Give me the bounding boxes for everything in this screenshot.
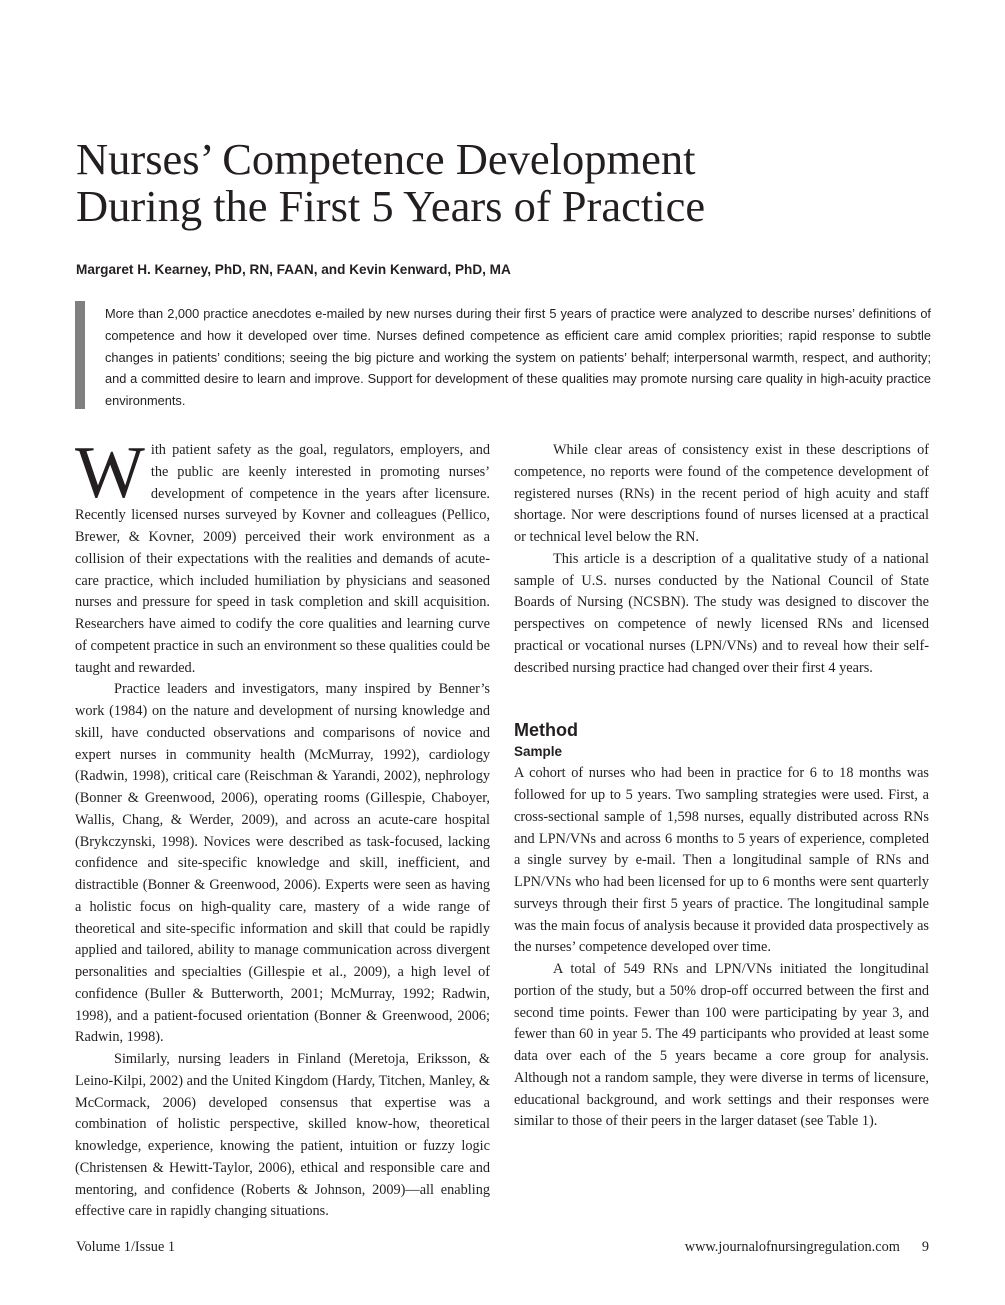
body-paragraph: Similarly, nursing leaders in Finland (Meretoja, Eriksson, & Leino-Kilpi, 2002) and the United Kingdom (Hardy, Titchen, Manley, & McCormack, 2006) developed consensus that expertise was a combination of holistic perspective, skilled know-how, theoretical knowledge, experience, knowing the patient, intuition or fuzzy logic (Christensen & Hewitt-Taylor, 2006), ethical and responsible care and mentoring, and confidence (Roberts & Johnson, 2009)—all enabling effective care in rapidly changing situations. (75, 1051, 490, 1220)
article-title (76, 136, 936, 230)
body-paragraph: While clear areas of consistency exist in these descriptions of competence, no reports were found of the competence development of registered nurses (RNs) in the recent period of high acuity and staff shortage. Nor were descriptions found of nurses licensed at a practical or technical level below the RN. (514, 442, 929, 545)
section-heading-method: Method (514, 720, 578, 741)
body-paragraph: This article is a description of a qualitative study of a national sample of U.S. nurses conducted by the National Council of State Boards of Nursing (NCSBN). The study was designed to discover the perspectives on competence of newly licensed RNs and licensed practical or vocational nurses (LPN/VNs) and to reveal how their self-described nursing practice had changed over their first 4 years. (514, 550, 929, 676)
abstract-text: More than 2,000 practice anecdotes e-mailed by new nurses during their first 5 years of practice were analyzed to describe nurses’ definitions of competence and how it developed over time. Nurses defined competence as efficient care amid complex priorities; rapid response to subtle changes in patients’ conditions; seeing the big picture and working the system on patients’ behalf; interpersonal warmth, respect, and authority; and a committed desire to learn and improve. Support for development of these qualities may promote nursing care quality in high-acuity practice environments. (105, 306, 931, 409)
subsection-heading-sample: Sample (514, 744, 563, 760)
author-byline: Margaret H. Kearney, PhD, RN, FAAN, and Kevin Kenward, PhD, MA (76, 262, 511, 277)
page-number: 9 (921, 1239, 929, 1255)
drop-cap: W (75, 432, 145, 514)
body-paragraph: Practice leaders and investigators, many inspired by Benner’s work (1984) on the nature and development of nursing knowledge and skill, have conducted observations and comparisons of novice and expert nurses in community health (McMurray, 1992), cardiology (Radwin, 1998), critical care (Reischman & Yarandi, 2002), nephrology (Bonner & Greenwood, 2006), operating rooms (Gillespie, Chaboyer, Wallis, Chang, & Werder, 2009), and across an acute-care hospital (Brykczynski, 1998). Novices were described as task-focused, lacking confidence and site-specific knowledge and skill, inefficient, and distractible (Bonner & Greenwood, 2006). Experts were seen as having a holistic focus on high-quality care, mastery of a wide range of theoretical and site-specific information and skill that could be rapidly applied and tailored, ability to manage communication across divergent personalities and specialties (Gillespie et al., 2009), a high level of confidence (Buller & Butterworth, 2001; McMurray, 1992; Radwin, 1998), and a patient-focused orientation (Bonner & Greenwood, 2006; Radwin, 1998). (75, 681, 490, 1046)
body-column-right (514, 440, 929, 1133)
body-column-left (75, 432, 490, 1223)
footer-url[interactable]: www.journalofnursingregulation.com (684, 1239, 900, 1255)
body-paragraph: A cohort of nurses who had been in practice for 6 to 18 months was followed for up to 5 years. Two sampling strategies were used. First, a cross-sectional sample of 1,598 nurses, equally distributed across RNs and LPN/VNs and across 6 months to 5 years of experience, completed a single survey by e-mail. Then a longitudinal sample of RNs and LPN/VNs who had been licensed for up to 6 months were sent quarterly surveys through their first 5 years of practice. The longitudinal sample was the main focus of analysis because it provided data prospectively as the nurses’ competence developed over time. (514, 765, 929, 956)
abstract-sidebar-rule (75, 301, 85, 409)
intro-paragraph (75, 432, 490, 679)
intro-paragraph-text: ith patient safety as the goal, regulators, employers, and the public are keenly interested in promoting nurses’ development of competence in the years after licensure. Recently licensed nurses surveyed by Kovner and colleagues (Pellico, Brewer, & Kovner, 2009) perceived their work environment as a collision of their expectations with the realities and demands of acute-care practice, which included humiliation by physicians and seasoned nurses and pressure for speed in task completion and skill acquisition. Researchers have aimed to codify the core qualities and learning curve of competent practice in such an environment so these qualities could be taught and rewarded. (75, 442, 490, 676)
footer-volume: Volume 1/Issue 1 (76, 1239, 176, 1255)
body-paragraph: A total of 549 RNs and LPN/VNs initiated the longitudinal portion of the study, but a 50% drop-off occurred between the first and second time points. Fewer than 100 were participating by year 3, and fewer than 60 in year 5. The 49 participants who provided at least some data over each of the 5 years became a core group for analysis. Although not a random sample, they were diverse in terms of licensure, educational background, and work settings and their responses were similar to those of their peers in the larger dataset (see Table 1). (514, 961, 929, 1130)
footer-right (685, 1238, 929, 1256)
title-line-1: Nurses’ Competence Development (76, 134, 696, 184)
title-line-2: During the First 5 Years of Practice (76, 181, 706, 231)
